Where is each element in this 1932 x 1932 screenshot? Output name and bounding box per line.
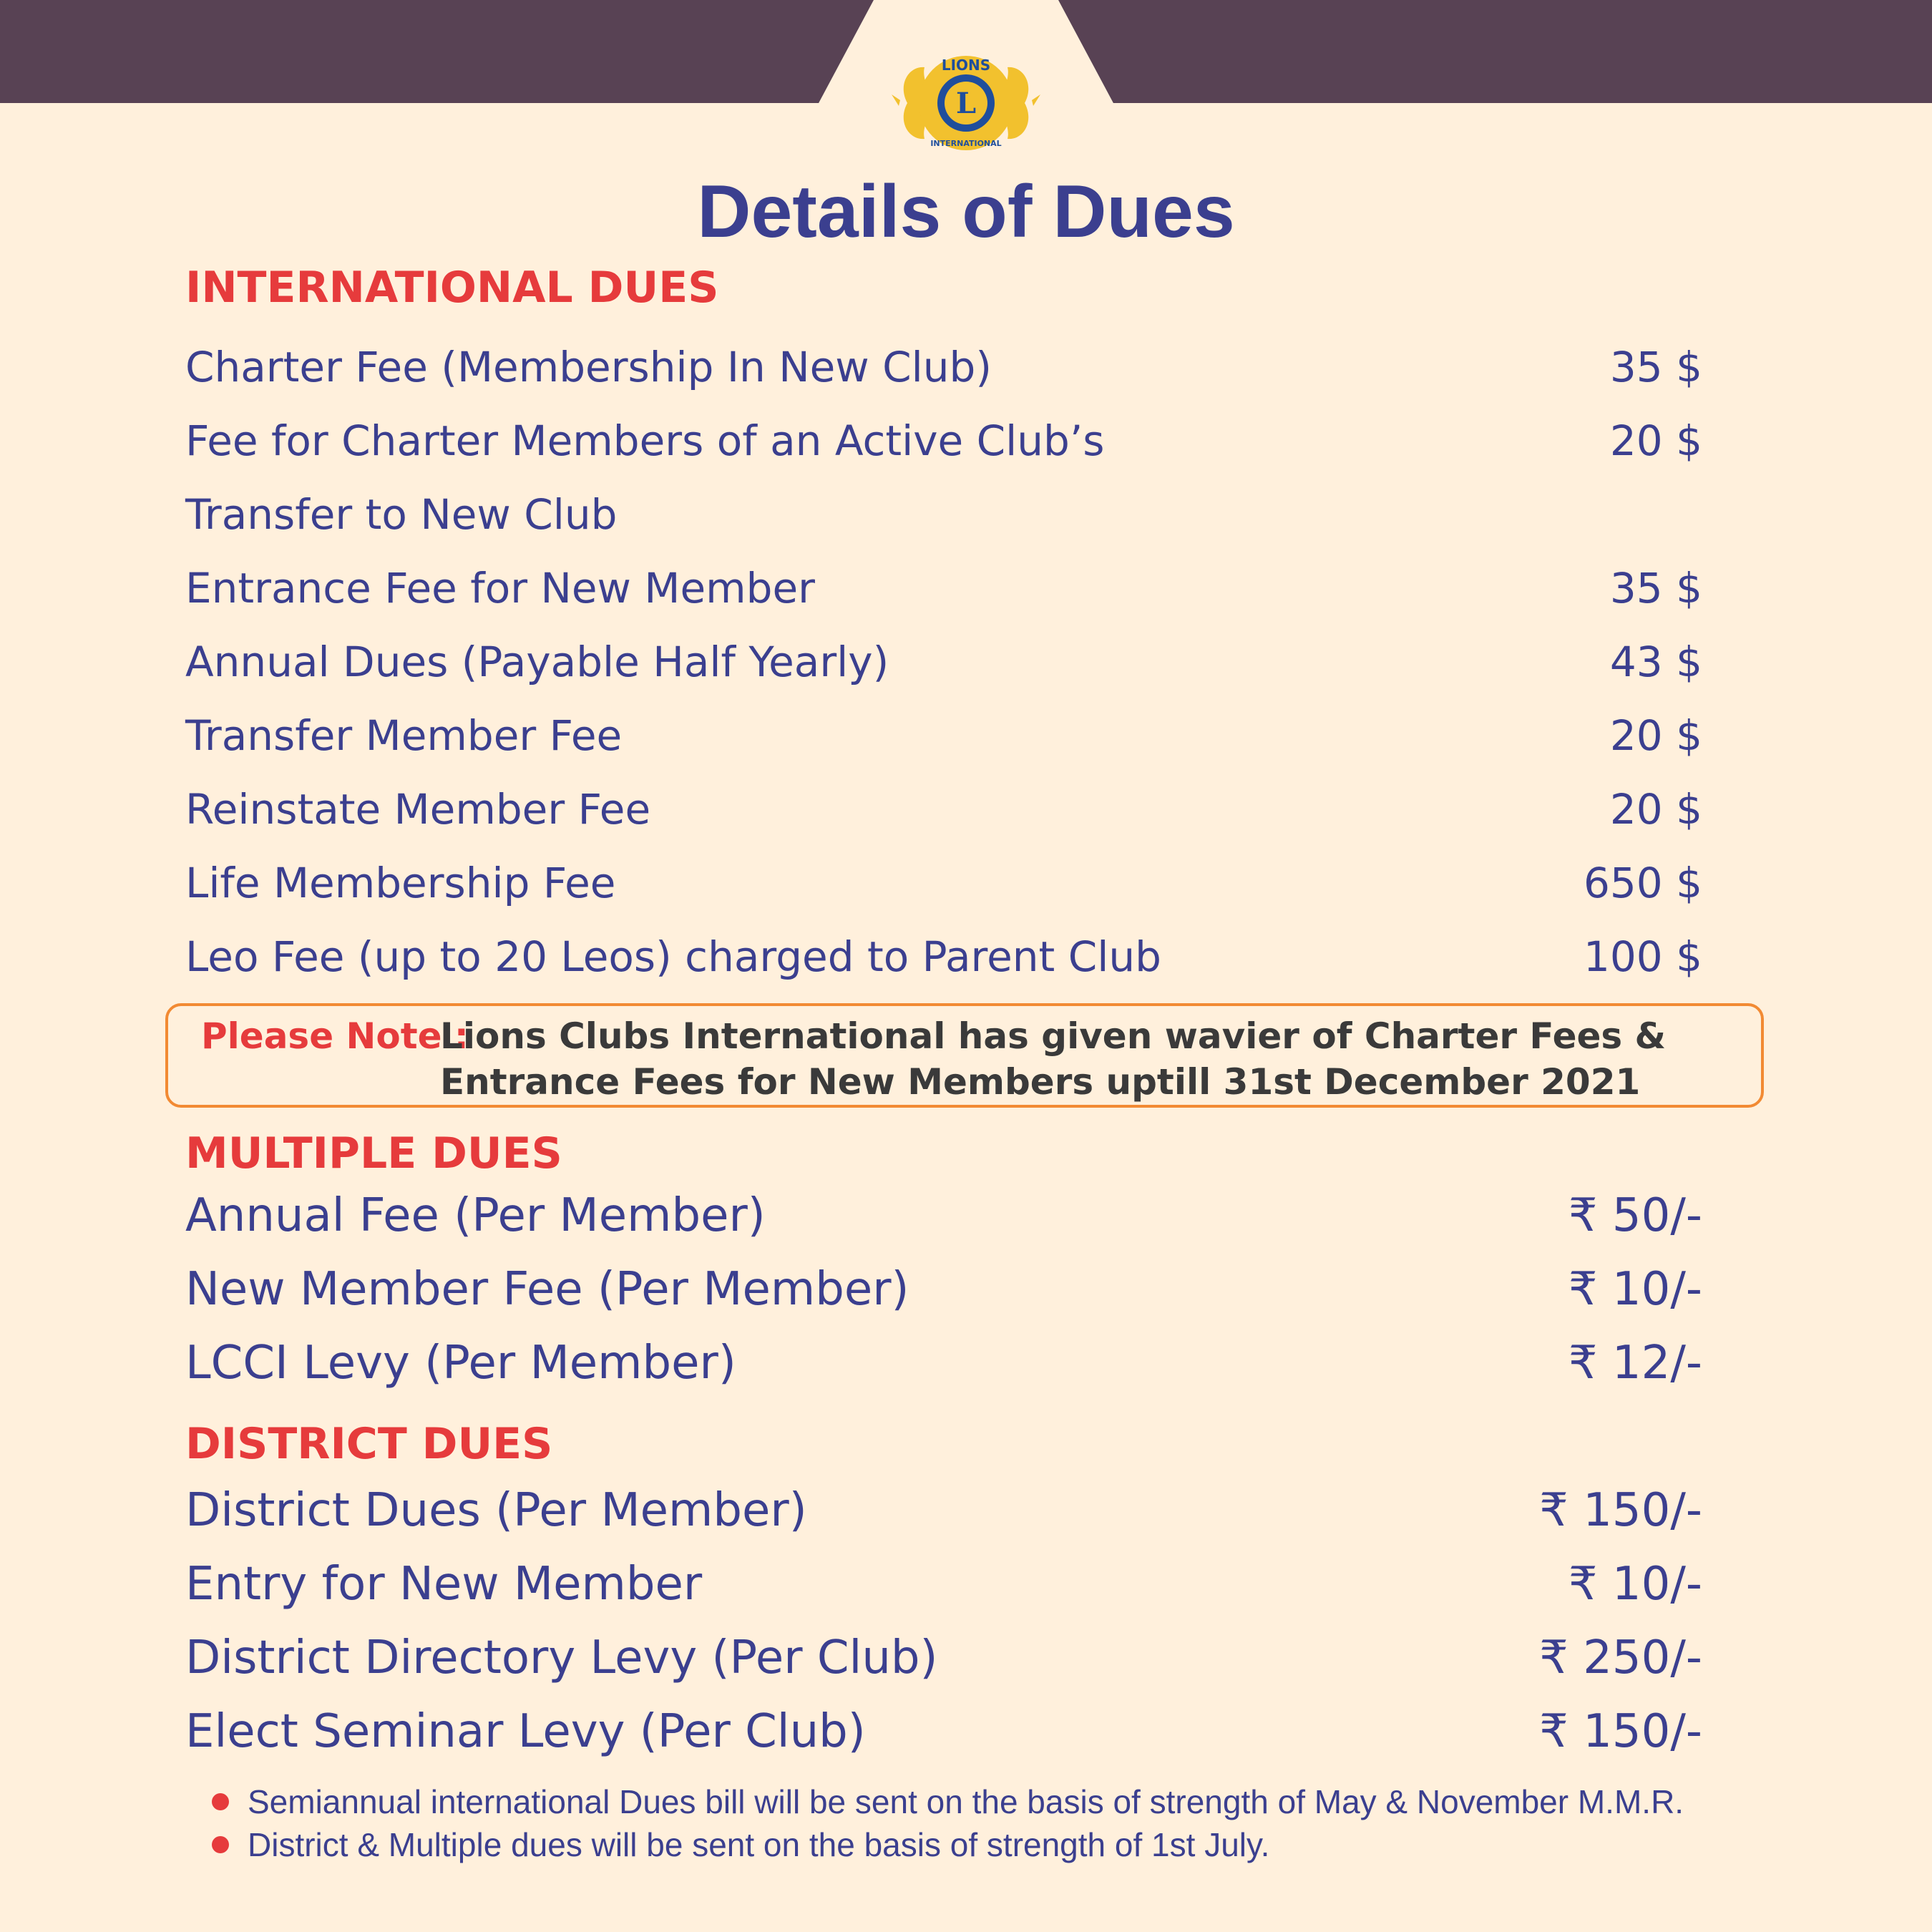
dues-amount: 20 $: [1609, 785, 1702, 834]
dues-amount: ₹ 250/-: [1539, 1631, 1702, 1684]
please-note-box: [165, 1003, 1764, 1108]
dues-label: Annual Dues (Payable Half Yearly): [185, 638, 889, 686]
dues-row: [185, 1699, 1702, 1764]
footnote-text: District & Multiple dues will be sent on the basis of strength of 1st July.: [248, 1826, 1270, 1863]
dues-amount: ₹ 12/-: [1568, 1337, 1702, 1390]
please-note-label: Please Note :: [201, 1015, 469, 1057]
dues-amount: 35 $: [1609, 343, 1702, 391]
dues-amount: 650 $: [1583, 859, 1702, 907]
dues-label: LCCI Levy (Per Member): [185, 1337, 736, 1390]
dues-label: Fee for Charter Members of an Active Club’s: [185, 416, 1105, 465]
dues-row: [185, 630, 1702, 694]
logo-center-letter: L: [955, 87, 977, 120]
dues-row: [185, 335, 1702, 399]
dues-row: [185, 1184, 1702, 1248]
please-note-text: Lions Clubs International has given wavier of Charter Fees & Entrance Fees for New Members uptill 31st December 2021: [440, 1015, 1667, 1103]
bullet-dot-icon: [212, 1793, 229, 1810]
dues-row: [185, 556, 1702, 620]
dues-label: Reinstate Member Fee: [185, 785, 651, 834]
multiple-dues-heading: MULTIPLE DUES: [185, 1128, 562, 1179]
dues-amount: 43 $: [1609, 638, 1702, 686]
dues-amount: 20 $: [1609, 711, 1702, 760]
dues-label: Elect Seminar Levy (Per Club): [185, 1705, 866, 1758]
dues-amount: ₹ 10/-: [1568, 1558, 1702, 1611]
dues-label: Entry for New Member: [185, 1558, 703, 1611]
dues-label: Charter Fee (Membership In New Club): [185, 343, 992, 391]
lions-logo: [887, 31, 1045, 175]
dues-row: [185, 1552, 1702, 1616]
dues-row: [185, 777, 1702, 841]
dues-label: Entrance Fee for New Member: [185, 564, 815, 613]
footnote-text: Semiannual international Dues bill will be sent on the basis of strength of May & November M.M.R.: [248, 1783, 1684, 1820]
dues-label: Life Membership Fee: [185, 859, 616, 907]
dues-row: [185, 1478, 1702, 1543]
dues-row: [185, 482, 1702, 547]
dues-row: [185, 924, 1702, 989]
logo-top-text: LIONS: [941, 57, 991, 74]
dues-row: [185, 1331, 1702, 1395]
dues-label: Transfer to New Club: [185, 490, 618, 539]
dues-amount: ₹ 50/-: [1568, 1189, 1702, 1242]
dues-label: Leo Fee (up to 20 Leos) charged to Parent Club: [185, 932, 1161, 981]
dues-amount: ₹ 150/-: [1539, 1484, 1702, 1537]
dues-row: [185, 851, 1702, 915]
dues-row: [185, 1257, 1702, 1322]
dues-label: Transfer Member Fee: [185, 711, 623, 760]
dues-amount: ₹ 10/-: [1568, 1263, 1702, 1316]
bullet-dot-icon: [212, 1836, 229, 1853]
dues-amount: 20 $: [1609, 416, 1702, 465]
dues-amount: 100 $: [1583, 932, 1702, 981]
footnote-item: [212, 1823, 1269, 1866]
dues-row: [185, 409, 1702, 473]
logo-bottom-text: INTERNATIONAL: [930, 139, 1002, 148]
international-dues-heading: INTERNATIONAL DUES: [185, 263, 719, 313]
dues-amount: 35 $: [1609, 564, 1702, 613]
dues-label: District Dues (Per Member): [185, 1484, 807, 1537]
page-title: Details of Dues: [697, 170, 1235, 253]
dues-label: District Directory Levy (Per Club): [185, 1631, 938, 1684]
dues-label: New Member Fee (Per Member): [185, 1263, 909, 1316]
dues-row: [185, 1626, 1702, 1690]
dues-label: Annual Fee (Per Member): [185, 1189, 766, 1242]
district-dues-heading: DISTRICT DUES: [185, 1419, 553, 1469]
dues-amount: ₹ 150/-: [1539, 1705, 1702, 1758]
dues-row: [185, 703, 1702, 768]
footnote-item: [212, 1780, 1684, 1823]
